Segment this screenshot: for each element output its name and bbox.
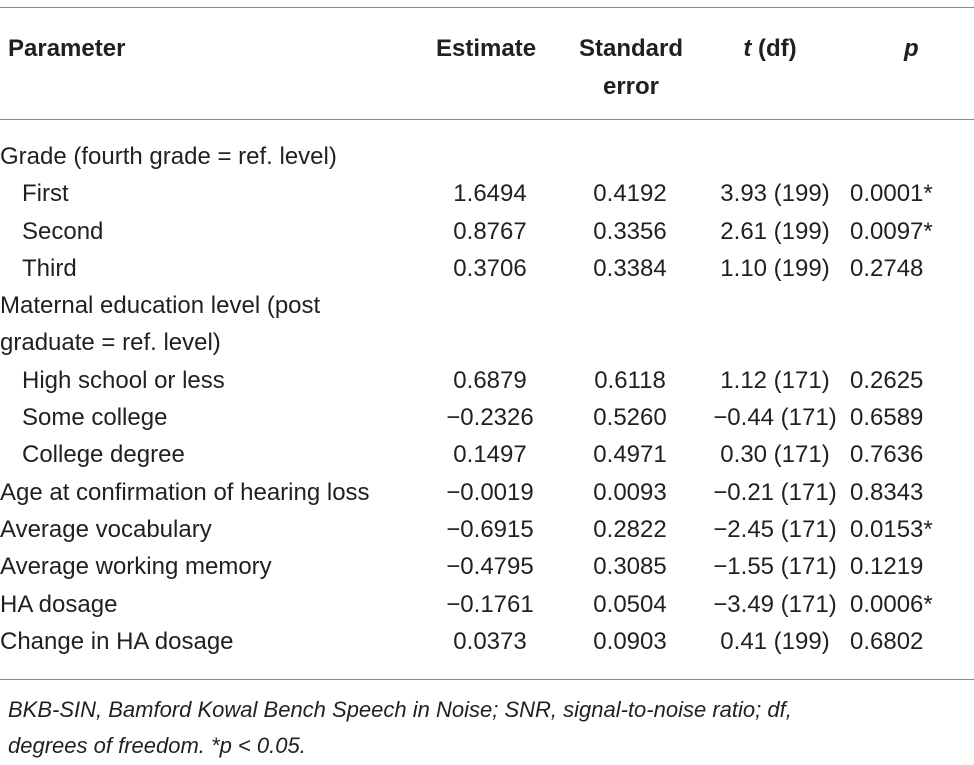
se-cell [560,324,700,361]
row-label: Average vocabulary [0,515,212,543]
table-row [0,324,974,361]
p-cell: 0.0097* [850,217,933,245]
p-cell: 0.7636 [850,441,924,469]
table-row [0,175,974,212]
estimate-cell [420,287,560,324]
header-estimate: Estimate [436,35,537,62]
t-cell: −1.55 (171) [713,553,837,581]
t-cell [700,287,850,324]
table-row [0,586,974,623]
estimate-cell: 1.6494 [453,180,527,208]
row-label: Change in HA dosage [0,627,234,655]
t-cell: −0.21 (171) [713,478,837,506]
estimate-cell: −0.2326 [446,404,534,432]
se-cell: 0.6118 [594,366,666,394]
results-table [0,138,974,660]
row-label: First [22,180,69,208]
estimate-cell: −0.1761 [446,590,534,618]
table-row [0,213,974,250]
se-cell [560,138,700,175]
p-cell: 0.6589 [850,404,924,432]
table-footnote [8,692,958,764]
t-cell: 1.12 (171) [720,366,830,394]
t-cell: 0.41 (199) [720,627,830,655]
table-row [0,436,974,473]
row-label: HA dosage [0,590,118,618]
estimate-cell [420,324,560,361]
estimate-cell [420,138,560,175]
p-cell: 0.0006* [850,590,933,618]
row-label: Second [22,217,104,245]
header-t-df [721,30,819,68]
table-bottom-rule [0,679,974,680]
footnote-line1: BKB-SIN, Bamford Kowal Bench Speech in Noise; SNR, signal-to-noise ratio; df, [8,697,792,722]
table-top-rule [0,7,974,8]
table-row [0,474,974,511]
se-cell [560,287,700,324]
p-cell [850,324,974,361]
p-cell: 0.6802 [850,627,924,655]
se-cell: 0.3384 [593,254,667,282]
se-cell: 0.0903 [593,627,667,655]
se-cell: 0.2822 [593,515,667,543]
row-label: Maternal education level (post [0,292,321,320]
table-row [0,250,974,287]
p-cell: 0.2748 [850,254,924,282]
p-cell: 0.0001* [850,180,933,208]
se-cell: 0.0504 [593,590,667,618]
p-cell [850,287,974,324]
t-cell: 1.10 (199) [720,254,830,282]
estimate-cell: 0.0373 [453,627,527,655]
t-cell [700,138,850,175]
estimate-cell: −0.6915 [446,515,534,543]
t-cell: −3.49 (171) [713,590,837,618]
header-standard-error [572,30,690,106]
se-cell: 0.4971 [593,441,667,469]
t-cell: 0.30 (171) [720,441,830,469]
table-row [0,138,974,175]
estimate-cell: −0.4795 [446,553,534,581]
estimate-cell: 0.1497 [453,441,527,469]
t-cell: −0.44 (171) [713,404,837,432]
table-row [0,548,974,585]
se-cell: 0.5260 [593,404,667,432]
p-cell [850,138,974,175]
p-cell: 0.8343 [850,478,924,506]
estimate-cell: 0.6879 [453,366,527,394]
row-label: graduate = ref. level) [0,329,221,357]
header-bottom-rule [0,119,974,120]
t-cell: 2.61 (199) [720,217,830,245]
p-cell: 0.2625 [850,366,924,394]
table-row [0,399,974,436]
row-label: College degree [22,441,185,469]
table-row [0,362,974,399]
row-label: Some college [22,404,168,432]
t-cell [700,324,850,361]
table-row [0,287,974,324]
footnote-line2: degrees of freedom. *p < 0.05. [8,733,306,758]
header-standard-error-line2: error [602,73,660,100]
header-p-symbol: p [904,35,919,62]
se-cell: 0.4192 [593,180,667,208]
row-label: Age at confirmation of hearing loss [0,478,370,506]
estimate-cell: 0.8767 [453,217,527,245]
row-label: High school or less [22,366,225,394]
estimate-cell: −0.0019 [446,478,534,506]
se-cell: 0.3356 [593,217,667,245]
se-cell: 0.3085 [593,553,667,581]
p-cell: 0.0153* [850,515,933,543]
header-t-symbol: t [743,35,752,62]
table-row [0,511,974,548]
row-label: Grade (fourth grade = ref. level) [0,143,337,170]
t-cell: −2.45 (171) [713,515,837,543]
table-row [0,623,974,660]
estimate-cell: 0.3706 [453,254,527,282]
se-cell: 0.0093 [593,478,667,506]
p-cell: 0.1219 [850,553,924,581]
header-df: (df) [751,35,797,62]
header-p [904,30,919,68]
row-label: Third [22,254,77,282]
header-standard-error-line1: Standard [578,35,683,62]
t-cell: 3.93 (199) [720,180,830,208]
header-parameter: Parameter [8,35,126,62]
row-label: Average working memory [0,553,272,581]
